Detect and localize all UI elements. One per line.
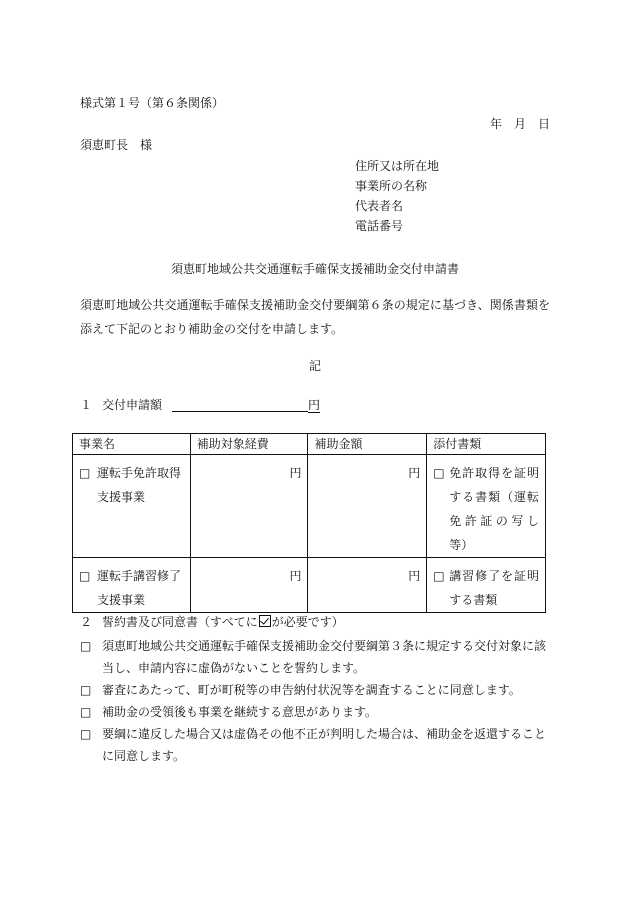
requested-amount-unit: 円 (308, 398, 321, 412)
section-1-number: １ (80, 398, 93, 412)
subsidy-table (72, 433, 546, 613)
addressee: 須恵町長 様 (80, 138, 153, 152)
checked-box-icon (259, 615, 271, 627)
pledge-item-eligibility (80, 635, 550, 679)
pledge-text-refund: 要綱に違反した場合又は虚偽その他不正が判明した場合は、補助金を返還することに同意します。 (102, 727, 547, 763)
amount-input-training[interactable]: 円 (408, 569, 421, 583)
header-subsidy-amount: 補助金額 (308, 434, 427, 455)
pledge-text-continuation: 補助金の受領後も事業を継続する意思があります。 (102, 705, 378, 719)
applicant-office-name-label: 事業所の名称 (355, 179, 428, 193)
project-checkbox-license[interactable]: □ (79, 466, 91, 480)
pledge-checkbox-continuation[interactable]: □ (80, 705, 92, 719)
expense-input-license[interactable]: 円 (289, 466, 302, 480)
attachment-text-license: 免許取得を証明する書類（運転免許証の写し等） (449, 466, 539, 552)
pledge-section-heading (80, 615, 344, 628)
table-row (73, 558, 546, 613)
pledge-item-continuation (80, 701, 550, 723)
header-attachments: 添付書類 (427, 434, 546, 455)
ki-heading: 記 (308, 359, 321, 373)
requested-amount-input[interactable] (172, 399, 308, 412)
document-title: 須恵町地域公共交通運転手確保支援補助金交付申請書 (170, 262, 459, 276)
table-header-row (73, 434, 546, 455)
pledge-heading-text-before: 誓約書及び同意書（すべてに (102, 615, 258, 629)
pledge-checkbox-tax-inquiry[interactable]: □ (80, 683, 92, 697)
pledge-checkbox-refund[interactable]: □ (80, 727, 92, 741)
pledge-text-tax-inquiry: 審査にあたって、町が町税等の申告納付状況等を調査することに同意します。 (102, 683, 521, 697)
header-eligible-expense: 補助対象経費 (190, 434, 308, 455)
expense-input-training[interactable]: 円 (289, 569, 302, 583)
pledge-heading-text-after: が必要です） (271, 615, 344, 629)
date-field: 年 月 日 (489, 117, 550, 131)
project-name-license: 運転手免許取得支援事業 (97, 466, 182, 504)
pledge-checkbox-eligibility[interactable]: □ (80, 639, 92, 653)
attachment-checkbox-training[interactable]: □ (433, 569, 445, 583)
applicant-representative-label: 代表者名 (355, 199, 404, 213)
requested-amount-label: 交付申請額 (102, 398, 163, 412)
pledge-item-tax-inquiry (80, 679, 550, 701)
form-number: 様式第１号（第６条関係） (80, 96, 225, 110)
pledge-item-refund (80, 723, 550, 767)
section-2-number: ２ (80, 615, 93, 629)
amount-input-license[interactable]: 円 (408, 466, 421, 480)
header-project-name: 事業名 (73, 434, 191, 455)
project-name-training: 運転手講習修了支援事業 (97, 569, 182, 607)
table-row (73, 455, 546, 558)
requested-amount-line (80, 399, 320, 412)
applicant-address-label: 住所又は所在地 (355, 159, 440, 173)
pledge-text-eligibility: 須恵町地域公共交通運転手確保支援補助金交付要綱第３条に規定する交付対象に該当し、申請内容に虚偽がないことを誓約します。 (102, 639, 547, 675)
application-statement: 須恵町地域公共交通運転手確保支援補助金交付要綱第６条の規定に基づき、関係書類を添えて下記のとおり補助金の交付を申請します。 (80, 298, 550, 336)
attachment-text-training: 講習修了を証明する書類 (449, 569, 539, 607)
project-checkbox-training[interactable]: □ (79, 569, 91, 583)
attachment-checkbox-license[interactable]: □ (433, 466, 445, 480)
applicant-phone-label: 電話番号 (355, 219, 404, 233)
